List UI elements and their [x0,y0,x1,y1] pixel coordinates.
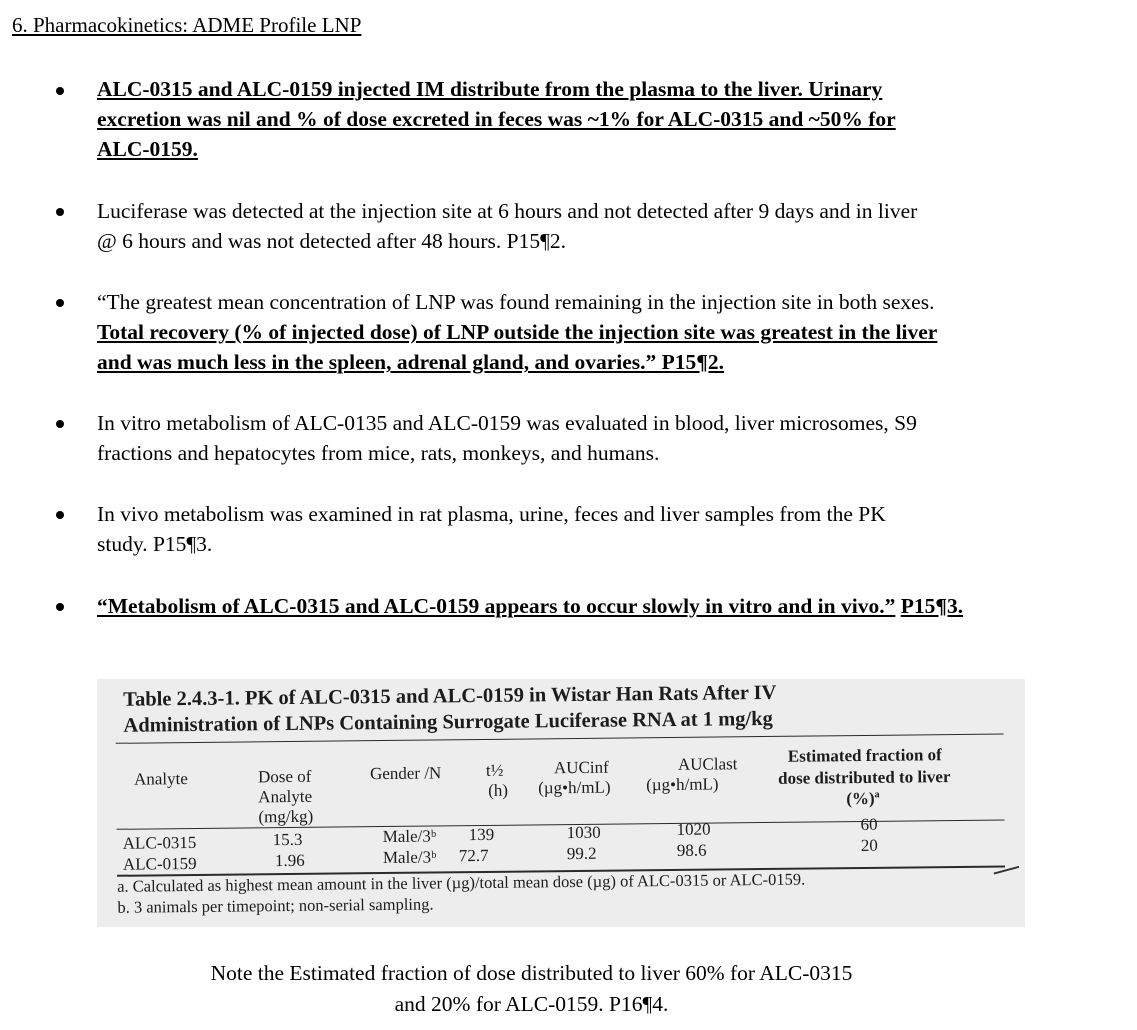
header-dose: Analyte [258,786,313,807]
bullet-dot [56,208,64,216]
bullet-line: In vivo metabolism was examined in rat plasma, urine, feces and liver samples from the PK [97,502,886,526]
bullet-line: Luciferase was detected at the injection site at 6 hours and not detected after 9 days and in liver [97,199,918,223]
bullet-line: “The greatest mean concentration of LNP was found remaining in the injection site in both sexes. [97,290,935,314]
cell-fraction: 20 [860,835,878,856]
section-heading: 6. Pharmacokinetics: ADME Profile LNP [12,13,362,37]
cell-aucinf: 99.2 [566,843,597,864]
bullet-line: In vitro metabolism of ALC-0135 and ALC-0159 was evaluated in blood, liver microsomes, S9 [97,411,917,435]
bullet-line: ALC-0315 and ALC-0159 injected IM distribute from the plasma to the liver. Urinary [97,77,883,101]
cell-dose: 15.3 [272,829,303,850]
bullet-line: ALC-0159. [97,137,198,161]
header-aucinf: AUCinf [553,757,609,778]
bullet-text [97,499,1125,559]
header-analyte: Analyte [133,769,188,789]
bullet-dot [56,511,64,519]
cell-gender: Male/3ᵇ [382,826,437,847]
table-scan-image [97,679,1025,927]
cell-auclast: 1020 [676,819,711,839]
bullet-line: Total recovery (% of injected dose) of LNP outside the injection site was greatest in the liver [97,320,938,344]
bullet-text [97,74,1125,164]
bullet-text [97,287,1125,377]
bullet-dot [56,603,64,611]
bullet-line: and was much less in the spleen, adrenal gland, and ovaries.” P15¶2. [97,350,725,374]
bullet-line: study. P15¶3. [97,532,213,556]
header-fraction: dose distributed to liver [777,767,951,788]
bullet-line: fractions and hepatocytes from mice, rats, monkeys, and humans. [97,441,660,465]
bullet-dot [56,87,64,95]
header-thalf: t½ [485,760,504,780]
cell-auclast: 98.6 [676,840,707,860]
header-fraction: (%)ª [846,788,880,809]
note-line: and 20% for ALC-0159. P16¶4. [394,992,669,1016]
header-dose: Dose of [257,766,312,787]
note-line: Note the Estimated fraction of dose distributed to liver 60% for ALC-0315 [210,961,853,985]
cell-aucinf: 1030 [566,822,601,843]
bullet-line: @ 6 hours and was not detected after 48 hours. P15¶2. [97,229,567,253]
table-footnote: b. 3 animals per timepoint; non-serial sampling. [117,894,434,917]
cell-dose: 1.96 [274,850,305,871]
header-auclast: AUClast [677,754,738,774]
bullet-line: “Metabolism of ALC-0315 and ALC-0159 appears to occur slowly in vitro and in vivo.” [97,594,896,618]
cell-analyte: ALC-0159 [122,853,197,874]
table-title-line: Table 2.4.3-1. PK of ALC-0315 and ALC-0159 in Wistar Han Rats After IV [123,681,777,711]
bullet-text [97,196,1125,256]
cell-thalf: 72.7 [458,845,489,866]
cell-fraction: 60 [860,814,878,835]
bullet-text [97,591,1125,621]
table-title-line: Administration of LNPs Containing Surrogate Luciferase RNA at 1 mg/kg [123,707,773,737]
header-thalf: (h) [488,780,509,800]
cell-analyte: ALC-0315 [122,832,197,853]
bullet-text [97,408,1125,468]
bullet-line: excretion was nil and % of dose excreted in feces was ~1% for ALC-0315 and ~50% for [97,107,896,131]
header-fraction: Estimated fraction of [787,745,942,766]
bullet-dot [56,299,64,307]
header-gender: Gender /N [369,763,442,784]
cell-thalf: 139 [468,824,495,845]
scanned-table [97,679,1025,927]
header-dose: (mg/kg) [258,806,314,827]
cell-gender: Male/3ᵇ [382,847,437,868]
header-auclast: (µg•h/mL) [646,774,719,795]
bullet-line: P15¶3. [900,594,964,618]
table-footnote: a. Calculated as highest mean amount in the liver (µg)/total mean dose (µg) of ALC-0315 or ALC-0159. [117,869,806,896]
bullet-dot [56,420,64,428]
header-aucinf: (µg•h/mL) [538,777,611,798]
